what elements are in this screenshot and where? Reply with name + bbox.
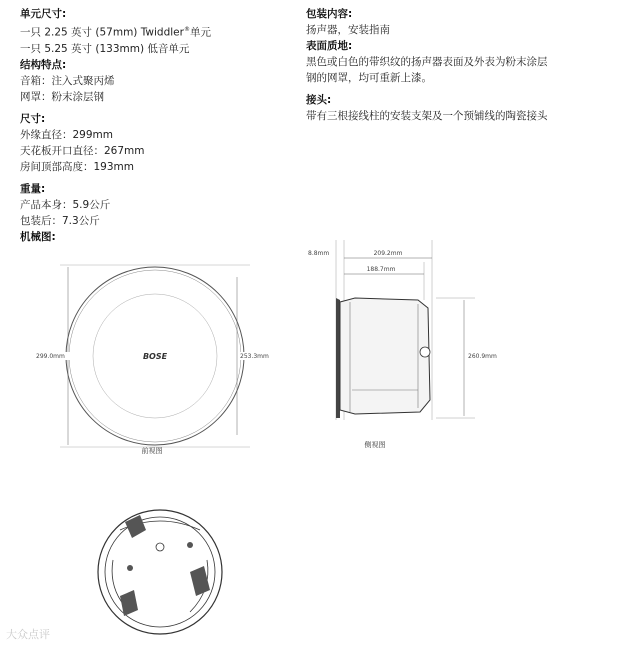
- structure-line-2: 网罩：粉末涂层钢: [20, 90, 104, 103]
- connector-title: 接头:: [306, 94, 332, 106]
- back-bracket-right: [190, 566, 210, 596]
- front-inner-dim: 253.3mm: [240, 353, 269, 360]
- side-caption: 侧视图: [364, 441, 386, 449]
- weight-line-2: 包装后：7.3公斤: [20, 214, 100, 227]
- side-connector: [420, 347, 430, 357]
- surface-line-1: 黑色或白色的带织纹的扬声器表面及外表为粉末涂层: [306, 56, 548, 68]
- driver-line-1-suffix: 单元: [189, 26, 211, 39]
- front-outer-dim: 299.0mm: [36, 353, 65, 360]
- side-lip-dim: 8.8mm: [308, 250, 330, 257]
- size-title: 尺寸:: [20, 112, 46, 125]
- registered-mark: ®: [183, 26, 190, 33]
- bose-logo: BOSE: [142, 352, 168, 361]
- side-flange: [336, 298, 340, 418]
- driver-title: 单元尺寸:: [20, 8, 67, 20]
- side-body: [340, 298, 430, 414]
- side-top-dim: 209.2mm: [373, 250, 403, 257]
- structure-title: 结构特点:: [20, 58, 67, 71]
- side-view: [308, 240, 502, 449]
- back-view: [98, 510, 222, 634]
- driver-line-2: 一只 5.25 英寸 (133mm) 低音单元: [20, 42, 190, 55]
- size-line-3: 房间顶部高度：193mm: [20, 160, 134, 173]
- connector-line: 带有三根接线柱的安装支架及一个预铺线的陶瓷接头: [306, 110, 548, 122]
- front-caption: 前视图: [141, 447, 163, 455]
- back-terminal: [156, 543, 164, 551]
- surface-line-2: 钢的网罩，均可重新上漆。: [306, 72, 432, 84]
- contents-title: 包装内容:: [306, 8, 353, 20]
- side-height-dim: 260.9mm: [468, 353, 497, 360]
- structure-line-1: 音箱：注入式聚丙烯: [20, 74, 115, 87]
- drawing-title: 机械图:: [20, 230, 56, 243]
- front-view: [34, 265, 274, 455]
- weight-title: 重量:: [20, 182, 46, 195]
- watermark: 大众点评: [6, 628, 50, 641]
- size-line-1: 外缘直径：299mm: [20, 128, 113, 141]
- weight-line-1: 产品本身：5.9公斤: [20, 198, 111, 211]
- side-inner-dim: 188.7mm: [366, 266, 396, 273]
- driver-line-1-text: 一只 2.25 英寸 (57mm) Twiddler: [20, 26, 184, 39]
- surface-title: 表面质地:: [306, 40, 353, 52]
- contents-line: 扬声器，安装指南: [306, 24, 390, 36]
- size-line-2: 天花板开口直径：267mm: [20, 144, 145, 157]
